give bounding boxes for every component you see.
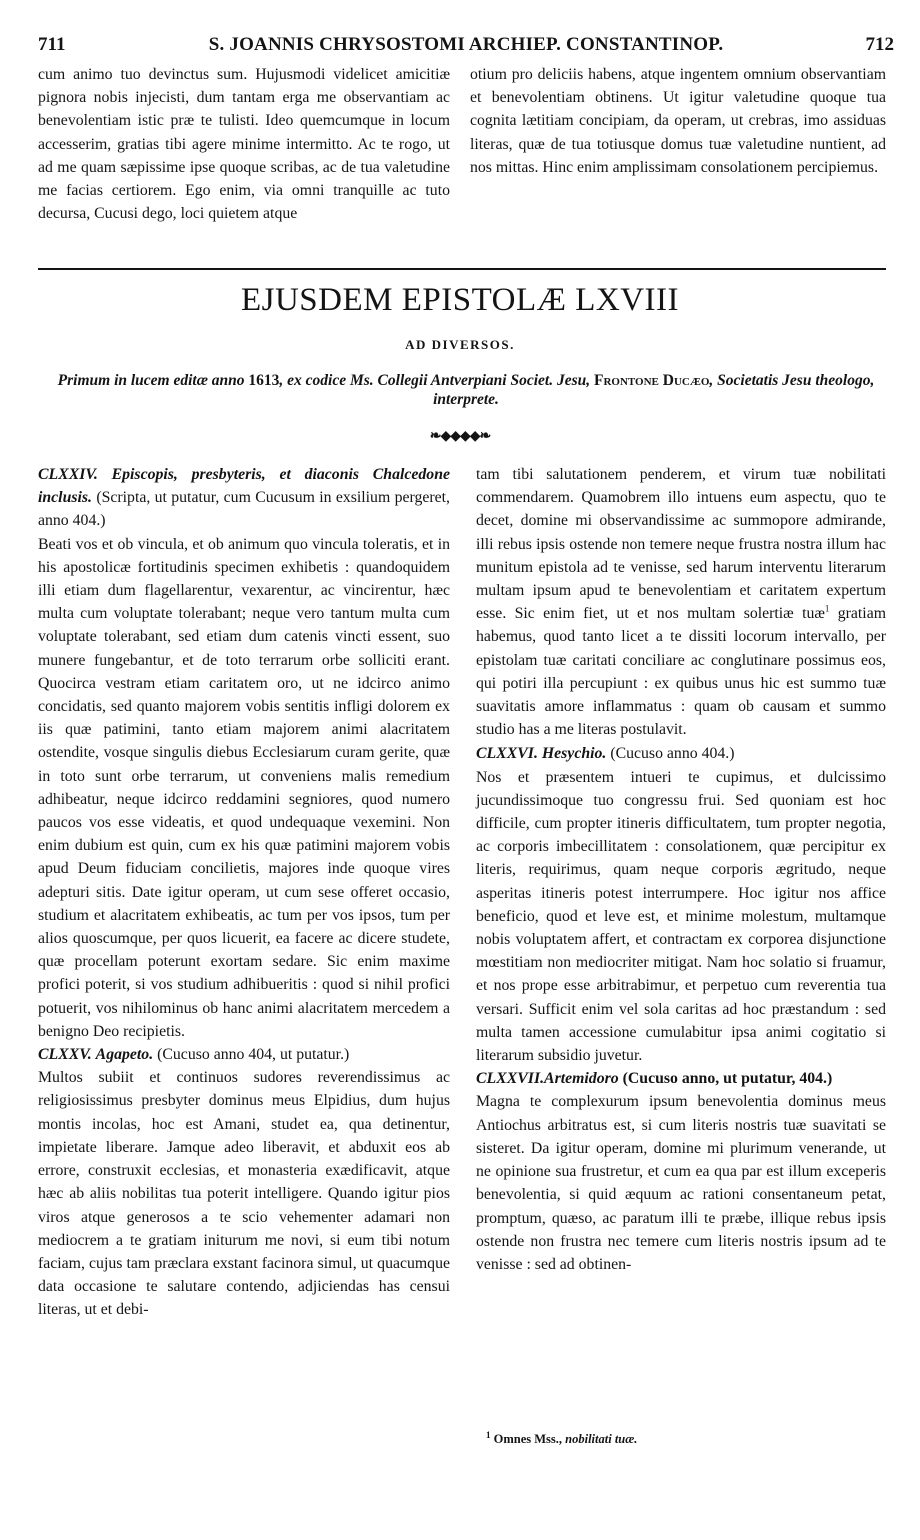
letter-177-body: Magna te complexurum ipsum benevolentia dominus meus Antiochus arbitratus est, si cum literis nostris tuæ suavitati se sisteret. Da igitur operam, domine mi plurimum venerande, ut ne opinione sua frustretur, et cum ea qua par est illum exceperis benevolentia, si quid æquum ac rationi consentaneum petat, promptum, quæso, ac paratum illi te præbe, illique rebus ipsis ostende non frustra nec temere cum literis nostris ipsum ad te venisse : sed ad obtinen- bbox=[476, 1093, 886, 1273]
edition-note bbox=[38, 371, 894, 409]
letter-174-recipient: Episcopis, presbyteris, et diaconis Chalcedone inclusis. bbox=[38, 466, 450, 507]
edition-note-part-3: , Societatis Jesu theologo, interprete. bbox=[433, 372, 875, 408]
footnote-italic: nobilitati tuæ. bbox=[565, 1432, 638, 1446]
letter-177-dating: (Cucuso anno, ut putatur, 404.) bbox=[622, 1070, 833, 1088]
letter-174-body: Beati vos et ob vincula, et ob animum quo vincula toleratis, et in his apostolicæ fortitudinis specimen exhibetis : quandoquidem illi etiam dum flagellarentur, vexarentur, ac vincirentur, hæc multa cum voluptate tolerabant; neque vero tantum multa cum voluptate tolerabant, sed etiam dum catenis vincti essent, suo munere fungebantur, et de toto terrarum orbe solliciti erant. Quocirca vestram etiam caritatem oro, ut ne idcirco animo concidatis, sed quanto majorem vobis sentitis infligi dolorem ex iis quæ patimini, tanto etiam majorem animi alacritatem ostendite, vosque singulis diebus Ecclesiarum curam gerite, quæ in toto sunt orbe terrarum, ut conveniens malis remedium adhibeatur, neque idcirco reddamini segniores, quod numero paucos vos esse videatis, et quod undequaque vexemini. Non enim dubium est quin, cum ex his quæ patimini majorem vobis apud Deum fiduciam concilietis, majores inde quoque vires adepturi sitis. Date igitur operam, ut cum sese offeret occasio, studium et alacritatem exhibeatis, ac tum per vos ipsos, tum per alios quoscumque, per quos licuerit, ea facere ac dicere studete, quæ procellam poterunt exortam sedare. Sic enim maxime profici poterit, si vos studium adhibueritis : quod si nihil profici potuerit, vos nihilominus ob hanc animi alacritatem mercedem a benigno Deo recipietis. bbox=[38, 535, 450, 1040]
letter-177-number: CLXXVII. bbox=[476, 1070, 545, 1088]
letter-177-heading bbox=[476, 1067, 886, 1090]
footnote-reference-mark: 1 bbox=[824, 603, 830, 614]
page-number-left: 711 bbox=[38, 34, 66, 55]
letter-175-body-right-part-a: tam tibi salutationem penderem, et virum tuæ nobilitati commendarem. Quamobrem illo intuens eum aspectu, quo te decet, domine mi observandissime ac summopore admirande, illi rebus ipsis ostende non temere neque frustra nostra illum hac munitum epistola ad te venisse, sed harum interventu literarum multam ipsum apud te benevolentiam et caritatem expertum esse. Sic enim fiet, ut et nos multam solertiæ tuæ bbox=[476, 466, 886, 623]
letter-174-heading bbox=[38, 463, 450, 533]
letter-175-dating: (Cucuso anno 404, ut putatur.) bbox=[157, 1046, 350, 1064]
letter-176-recipient: Hesychio. bbox=[541, 745, 607, 763]
main-right-column bbox=[476, 463, 886, 1276]
footnote bbox=[486, 1429, 638, 1447]
letter-176-dating: (Cucuso anno 404.) bbox=[610, 745, 735, 763]
running-title: S. JOANNIS CHRYSOSTOMI ARCHIEP. CONSTANTINOP. bbox=[208, 34, 724, 55]
ornament-divider: ❧◆◆◆◆❧ bbox=[429, 429, 491, 444]
letter-176-number: CLXXVI. bbox=[476, 745, 538, 763]
letter-174-number: CLXXIV. bbox=[38, 466, 98, 483]
letter-175-body-right bbox=[476, 463, 886, 741]
page-header bbox=[38, 34, 894, 60]
top-left-paragraph: cum animo tuo devinctus sum. Hujusmodi videlicet amicitiæ pignora nobis injecisti, dum tantam erga me observantiam ac benevolentiam istic præ te tulisti. Ideo quemcumque in locum accesserim, gratias tibi agere minime intermitto. Ac te rogo, ut ad me quam sæpissime ipse quoque scribas, ac de tua valetudine me facias certiorem. Ego enim, via omni tranquille ac tuto decursa, Cucusi dego, loci quietem atque bbox=[38, 66, 450, 223]
letter-177-recipient: Artemidoro bbox=[544, 1070, 619, 1088]
edition-note-name: Frontone Ducæo bbox=[594, 372, 710, 389]
letter-175-body-left: Multos subiit et continuos sudores reverendissimus ac religiosissimus presbyter dominus meus Elpidius, dum hujus montis incolas, hoc est Amani, studet ea, qua detinentur, impietate liberare. Jamque adeo liberavit, et abduxit eos ab errore, construxit ecclesias, et monasteria exædificavit, atque hæc ab aliis nobilitas tua poterit intelligere. Quando igitur pios viros atque generosos a te scio vehementer adamari non mediocrem a te gratiam initurum me novi, si eum tibi notum faciam, cujus tam præclara exstant facinora simul, ut quacumque data occasione te salutare contendo, adjiciendas has censui literas, ut et debi- bbox=[38, 1069, 450, 1319]
letter-175-recipient: Agapeto. bbox=[95, 1046, 154, 1064]
footnote-text: Omnes Mss., bbox=[490, 1432, 566, 1446]
section-divider-rule bbox=[38, 268, 886, 270]
letter-175-body-right-part-b: gratiam habemus, quod tanto licet a te dissiti locorum intervallo, per epistolam tuæ caritati conciliare ac conglutinare possimus eos, qui potiri illa percupiunt : ex quibus unus hic est summo tuæ suavitatis amore inflammatus : quam ob causam et summo studio has a me literas postulavit. bbox=[476, 605, 886, 739]
main-left-column bbox=[38, 463, 450, 1322]
letter-174-dating: (Scripta, ut putatur, cum Cucusum in exsilium pergeret, anno 404.) bbox=[38, 489, 450, 530]
top-left-column bbox=[38, 63, 450, 225]
letter-175-number: CLXXV. bbox=[38, 1046, 92, 1064]
top-right-column bbox=[470, 63, 886, 179]
letter-175-heading bbox=[38, 1043, 450, 1066]
top-right-paragraph: otium pro deliciis habens, atque ingentem omnium observantiam et benevolentiam obtinens. Ut igitur valetudine quoque tua cognita lætitiam concipiam, da operam, ut crebras, imo assiduas literas, quæ de tua totiusque domus tuæ valetudine nuntient, ad nos mittas. Hinc enim amplissimam consolationem percipiemus. bbox=[470, 66, 886, 176]
edition-note-part-1: Primum in lucem editæ anno bbox=[57, 372, 249, 389]
section-subtitle: AD DIVERSOS. bbox=[405, 337, 515, 352]
edition-note-part-2: , ex codice Ms. Collegii Antverpiani Societ. Jesu, bbox=[279, 372, 594, 389]
footnote-mark: 1 bbox=[486, 1429, 491, 1440]
page-number-right: 712 bbox=[865, 34, 894, 55]
letter-176-heading bbox=[476, 742, 886, 765]
section-title: EJUSDEM EPISTOLÆ LXVIII bbox=[240, 282, 680, 318]
letter-176-body: Nos et præsentem intueri te cupimus, et dulcissimo jucundissimoque tuo congressu frui. Sed quoniam est hoc difficile, cum propter itineris difficultatem, tum propter negotia, ac corporis imbecillitatem : consolationem, quæ percipitur ex literis, requirimus, quam neque corporis ægritudo, neque asperitas itineris potest interrumpere. Hoc igitur nos affice beneficio, quod et leve est, et minime molestum, multamque nobis voluptatem affert, et contractam ex corporea disjunctione mœstitiam non mediocriter mitigat. Nam hoc solatio si fruamur, et nos prope esse arbitrabimur, et perpetuo cum reverentia tua versari. Sufficit enim vel sola caritas ad hoc præstandum : sed multa tamen accessione cumulabitur ipsa animi cogitatio si literarum subsidio juvetur. bbox=[476, 768, 886, 1065]
edition-note-year: 1613 bbox=[248, 372, 280, 389]
